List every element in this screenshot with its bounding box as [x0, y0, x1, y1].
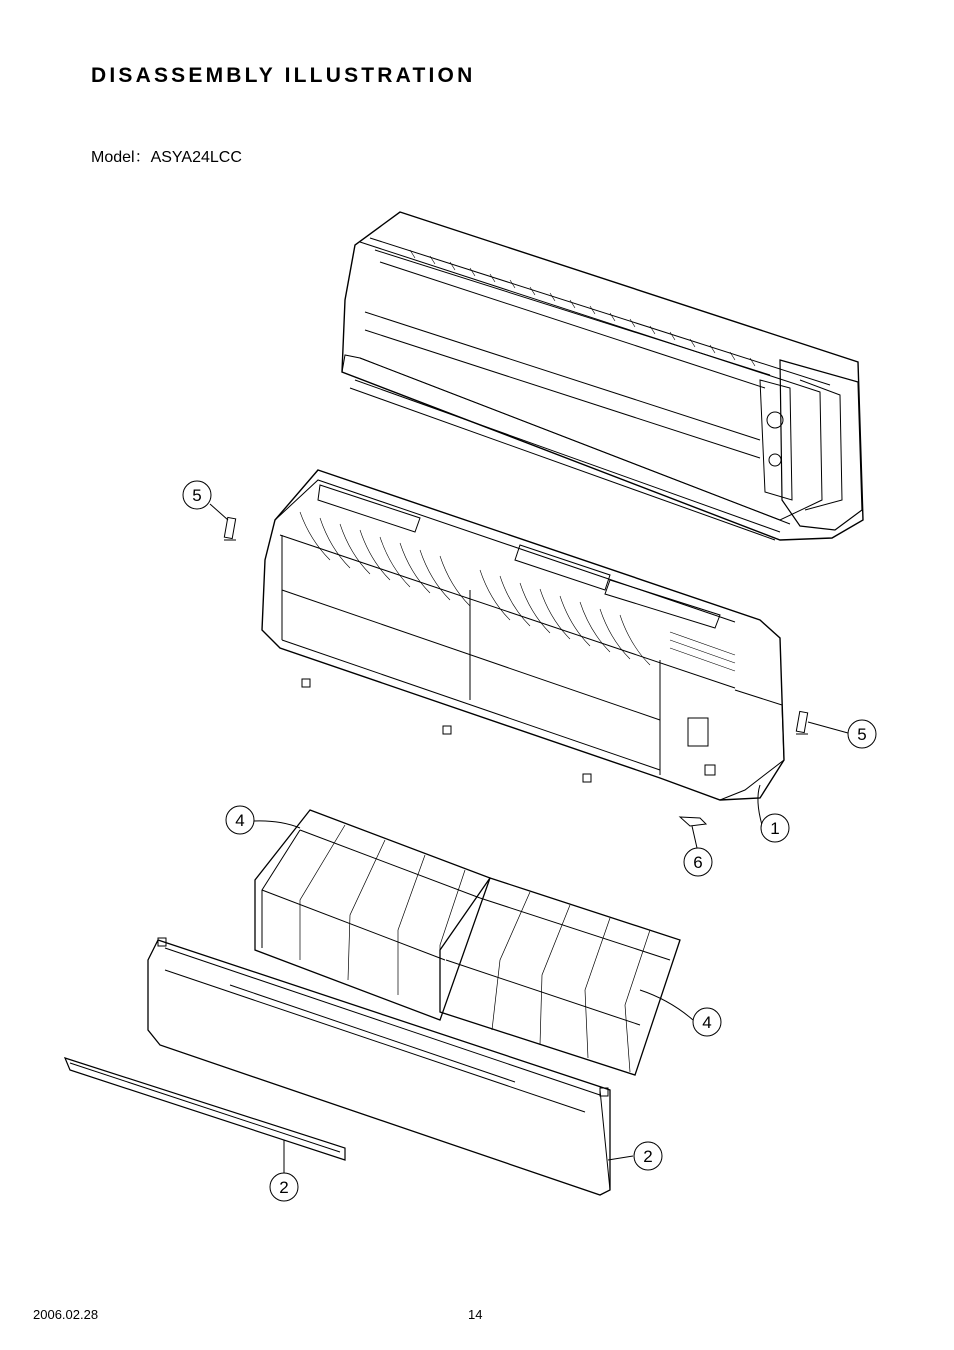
callout-2-right	[634, 1142, 662, 1170]
callout-label: 2	[279, 1178, 289, 1197]
callout-5-left	[183, 481, 211, 509]
page-number: 14	[468, 1307, 483, 1322]
chassis-unit	[342, 212, 863, 540]
callout-label: 4	[235, 811, 245, 830]
screw-right	[796, 711, 808, 734]
screw-left	[224, 517, 236, 540]
bracket-part-6	[680, 817, 706, 826]
clip-parts	[302, 679, 591, 782]
callout-4-bottom	[693, 1008, 721, 1036]
callout-label: 6	[693, 853, 703, 872]
callout-6	[684, 848, 712, 876]
callout-label: 4	[702, 1013, 712, 1032]
callout-5-right	[848, 720, 876, 748]
callout-2-left	[270, 1173, 298, 1201]
footer-date: 2006.02.28	[33, 1307, 99, 1322]
callout-4-top	[226, 806, 254, 834]
front-panel-body	[262, 470, 784, 800]
callout-1	[761, 814, 789, 842]
air-filter-left	[255, 810, 490, 1020]
callout-label: 1	[770, 819, 780, 838]
air-flap	[65, 1058, 345, 1160]
model-label: Model：ASYA24LCC	[91, 149, 242, 166]
callout-label: 5	[857, 725, 867, 744]
callout-label: 2	[643, 1147, 653, 1166]
page-title: DISASSEMBLY ILLUSTRATION	[91, 64, 476, 87]
callout-label: 5	[192, 486, 202, 505]
front-grille-panel	[148, 938, 610, 1195]
